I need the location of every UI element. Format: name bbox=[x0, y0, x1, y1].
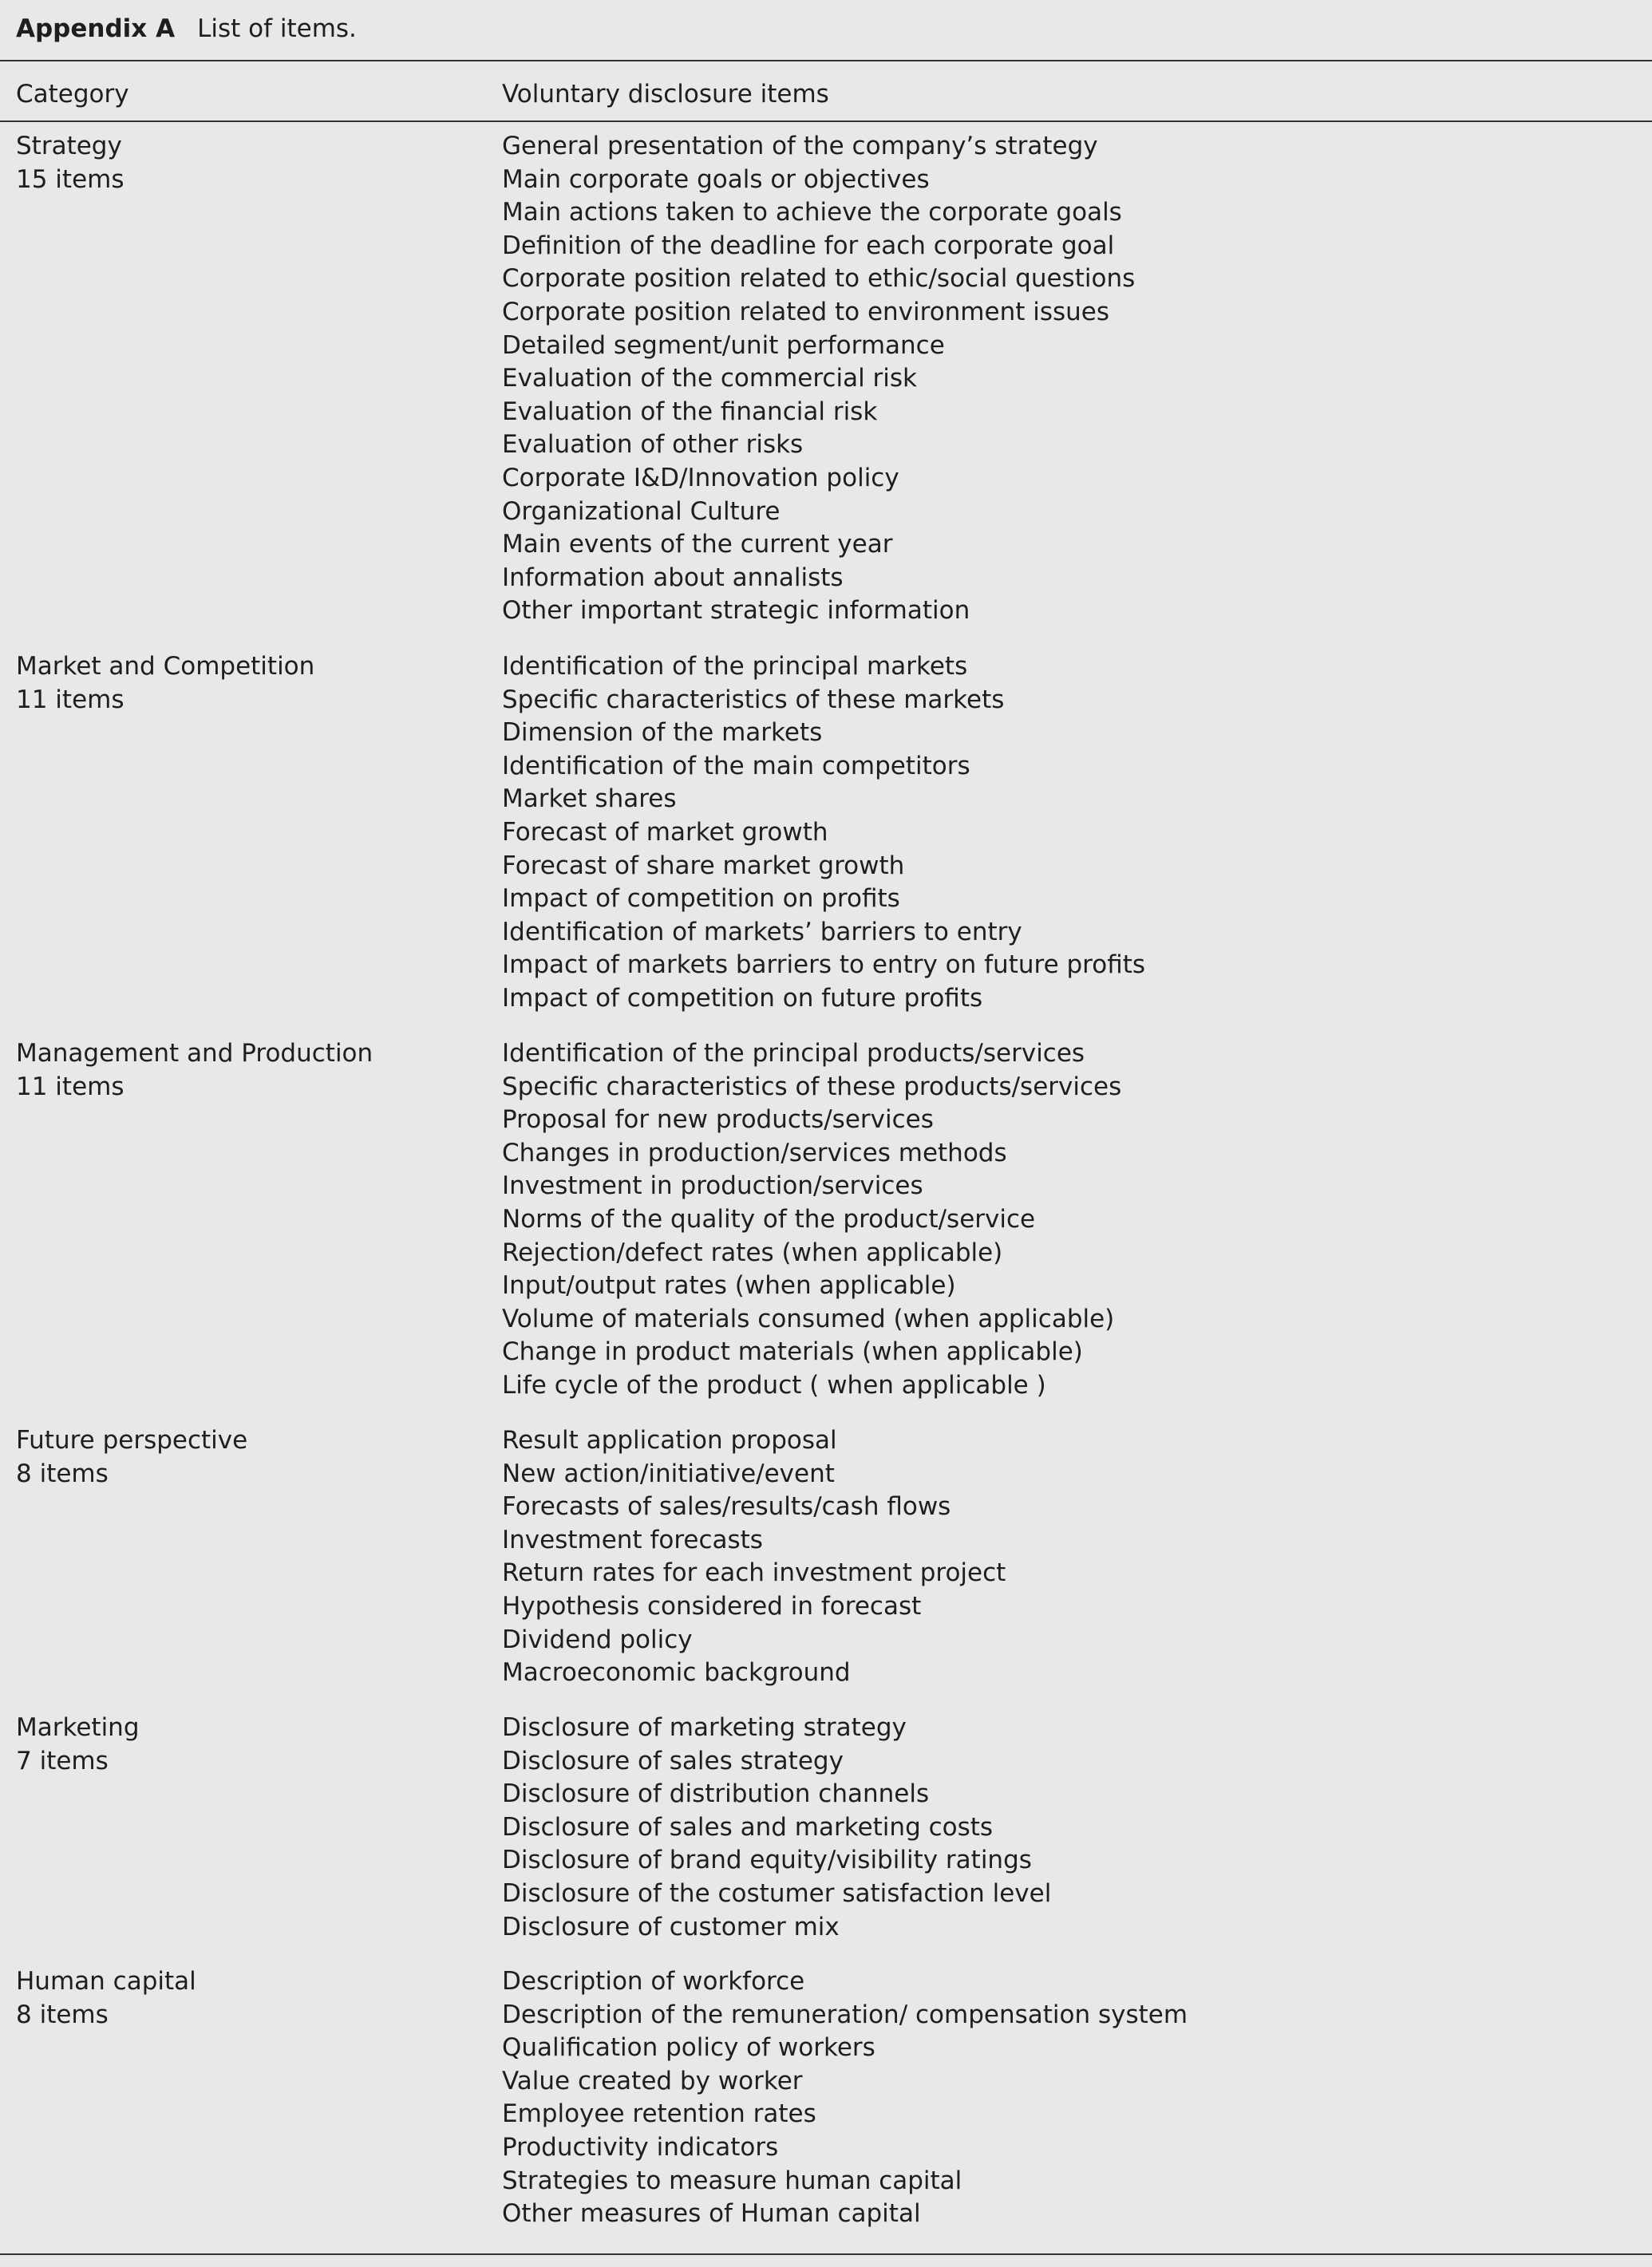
list-item: Market shares bbox=[502, 784, 677, 814]
list-item: Evaluation of other risks bbox=[502, 430, 804, 460]
list-item: Organizational Culture bbox=[502, 496, 781, 526]
list-item: Macroeconomic background bbox=[502, 1658, 851, 1688]
list-item: Strategies to measure human capital bbox=[502, 2166, 962, 2195]
list-item: Other important strategic information bbox=[502, 596, 970, 626]
category-count: 8 items bbox=[16, 2000, 109, 2029]
list-item: Detailed segment/unit performance bbox=[502, 330, 945, 360]
list-item: Dividend policy bbox=[502, 1625, 693, 1654]
list-item: Employee retention rates bbox=[502, 2099, 816, 2129]
table-header bbox=[0, 74, 1652, 114]
category-count: 11 items bbox=[16, 1072, 124, 1101]
list-item: Identification of markets’ barriers to entry bbox=[502, 917, 1022, 946]
top-rule bbox=[0, 60, 1652, 61]
category-count: 8 items bbox=[16, 1459, 109, 1488]
list-item: Main actions taken to achieve the corporate goals bbox=[502, 198, 1122, 227]
list-item: Disclosure of sales and marketing costs bbox=[502, 1812, 994, 1842]
list-item: Other measures of Human capital bbox=[502, 2199, 921, 2229]
list-item: Impact of competition on profits bbox=[502, 884, 900, 914]
caption-label: Appendix A bbox=[16, 14, 176, 43]
category-count: 11 items bbox=[16, 685, 124, 714]
list-item: Disclosure of sales strategy bbox=[502, 1746, 844, 1775]
list-item: Impact of competition on future profits bbox=[502, 983, 983, 1013]
category-count: 7 items bbox=[16, 1746, 109, 1775]
list-item: Value created by worker bbox=[502, 2066, 803, 2095]
list-item: Result application proposal bbox=[502, 1426, 837, 1455]
list-item: Volume of materials consumed (when applicable) bbox=[502, 1304, 1115, 1333]
list-item: Forecasts of sales/results/cash flows bbox=[502, 1492, 951, 1522]
items-list bbox=[502, 1037, 1121, 1403]
list-item: Definition of the deadline for each corporate goal bbox=[502, 231, 1115, 260]
items-list bbox=[502, 650, 1145, 1016]
list-item: Dimension of the markets bbox=[502, 718, 823, 748]
list-item: Disclosure of brand equity/visibility ratings bbox=[502, 1846, 1032, 1875]
list-item: Return rates for each investment project bbox=[502, 1558, 1006, 1588]
list-item: Identification of the main competitors bbox=[502, 751, 970, 780]
list-item: Changes in production/services methods bbox=[502, 1138, 1007, 1167]
list-item: Corporate position related to ethic/social questions bbox=[502, 264, 1136, 294]
category-cell bbox=[16, 1712, 140, 1778]
list-item: Specific characteristics of these products/services bbox=[502, 1072, 1122, 1101]
list-item: Corporate I&D/Innovation policy bbox=[502, 463, 899, 492]
list-item: Identification of the principal markets bbox=[502, 652, 968, 681]
list-item: Rejection/defect rates (when applicable) bbox=[502, 1238, 1003, 1267]
items-list bbox=[502, 1712, 1051, 1944]
list-item: Specific characteristics of these markets bbox=[502, 685, 1005, 714]
list-item: Evaluation of the financial risk bbox=[502, 397, 878, 426]
list-item: Investment forecasts bbox=[502, 1525, 763, 1554]
table-caption bbox=[16, 10, 357, 48]
list-item: Life cycle of the product ( when applicable ) bbox=[502, 1370, 1046, 1400]
header-rule bbox=[0, 120, 1652, 122]
list-item: Proposal for new products/services bbox=[502, 1105, 934, 1135]
list-item: Disclosure of customer mix bbox=[502, 1912, 840, 1941]
list-item: Impact of markets barriers to entry on future profits bbox=[502, 950, 1146, 980]
category-name: Market and Competition bbox=[16, 652, 315, 681]
category-name: Management and Production bbox=[16, 1039, 373, 1068]
list-item: Main events of the current year bbox=[502, 530, 893, 559]
list-item: Evaluation of the commercial risk bbox=[502, 364, 918, 393]
list-item: Main corporate goals or objectives bbox=[502, 164, 930, 194]
category-name: Future perspective bbox=[16, 1426, 248, 1455]
list-item: Investment in production/services bbox=[502, 1171, 923, 1201]
list-item: Hypothesis considered in forecast bbox=[502, 1591, 922, 1621]
category-cell bbox=[16, 650, 314, 717]
list-item: Identification of the principal products/services bbox=[502, 1039, 1085, 1068]
list-item: New action/initiative/event bbox=[502, 1459, 835, 1488]
list-item: Forecast of share market growth bbox=[502, 851, 905, 880]
list-item: Forecast of market growth bbox=[502, 817, 828, 847]
header-items: Voluntary disclosure items bbox=[502, 80, 829, 109]
category-name: Strategy bbox=[16, 132, 122, 160]
list-item: Disclosure of distribution channels bbox=[502, 1779, 930, 1809]
list-item: Norms of the quality of the product/service bbox=[502, 1204, 1036, 1234]
list-item: Change in product materials (when applicable) bbox=[502, 1337, 1083, 1367]
category-cell bbox=[16, 1037, 373, 1104]
list-item: General presentation of the company’s strategy bbox=[502, 132, 1098, 160]
list-item: Disclosure of marketing strategy bbox=[502, 1713, 907, 1742]
category-cell bbox=[16, 1424, 247, 1491]
category-cell bbox=[16, 1965, 196, 2032]
category-count: 15 items bbox=[16, 164, 124, 194]
category-cell bbox=[16, 130, 124, 196]
bottom-rule bbox=[0, 2253, 1652, 2255]
header-category: Category bbox=[16, 80, 129, 109]
items-list bbox=[502, 1965, 1188, 2231]
list-item: Disclosure of the costumer satisfaction level bbox=[502, 1878, 1052, 1908]
list-item: Qualification policy of workers bbox=[502, 2033, 875, 2063]
list-item: Description of the remuneration/ compensation system bbox=[502, 2000, 1188, 2029]
items-list bbox=[502, 1424, 1006, 1690]
list-item: Description of workforce bbox=[502, 1967, 805, 1996]
list-item: Productivity indicators bbox=[502, 2132, 779, 2162]
list-item: Information about annalists bbox=[502, 563, 844, 592]
caption-text: List of items. bbox=[197, 14, 357, 43]
category-name: Human capital bbox=[16, 1967, 196, 1996]
list-item: Input/output rates (when applicable) bbox=[502, 1271, 956, 1301]
items-list bbox=[502, 130, 1135, 628]
category-name: Marketing bbox=[16, 1713, 140, 1742]
list-item: Corporate position related to environment issues bbox=[502, 297, 1110, 326]
